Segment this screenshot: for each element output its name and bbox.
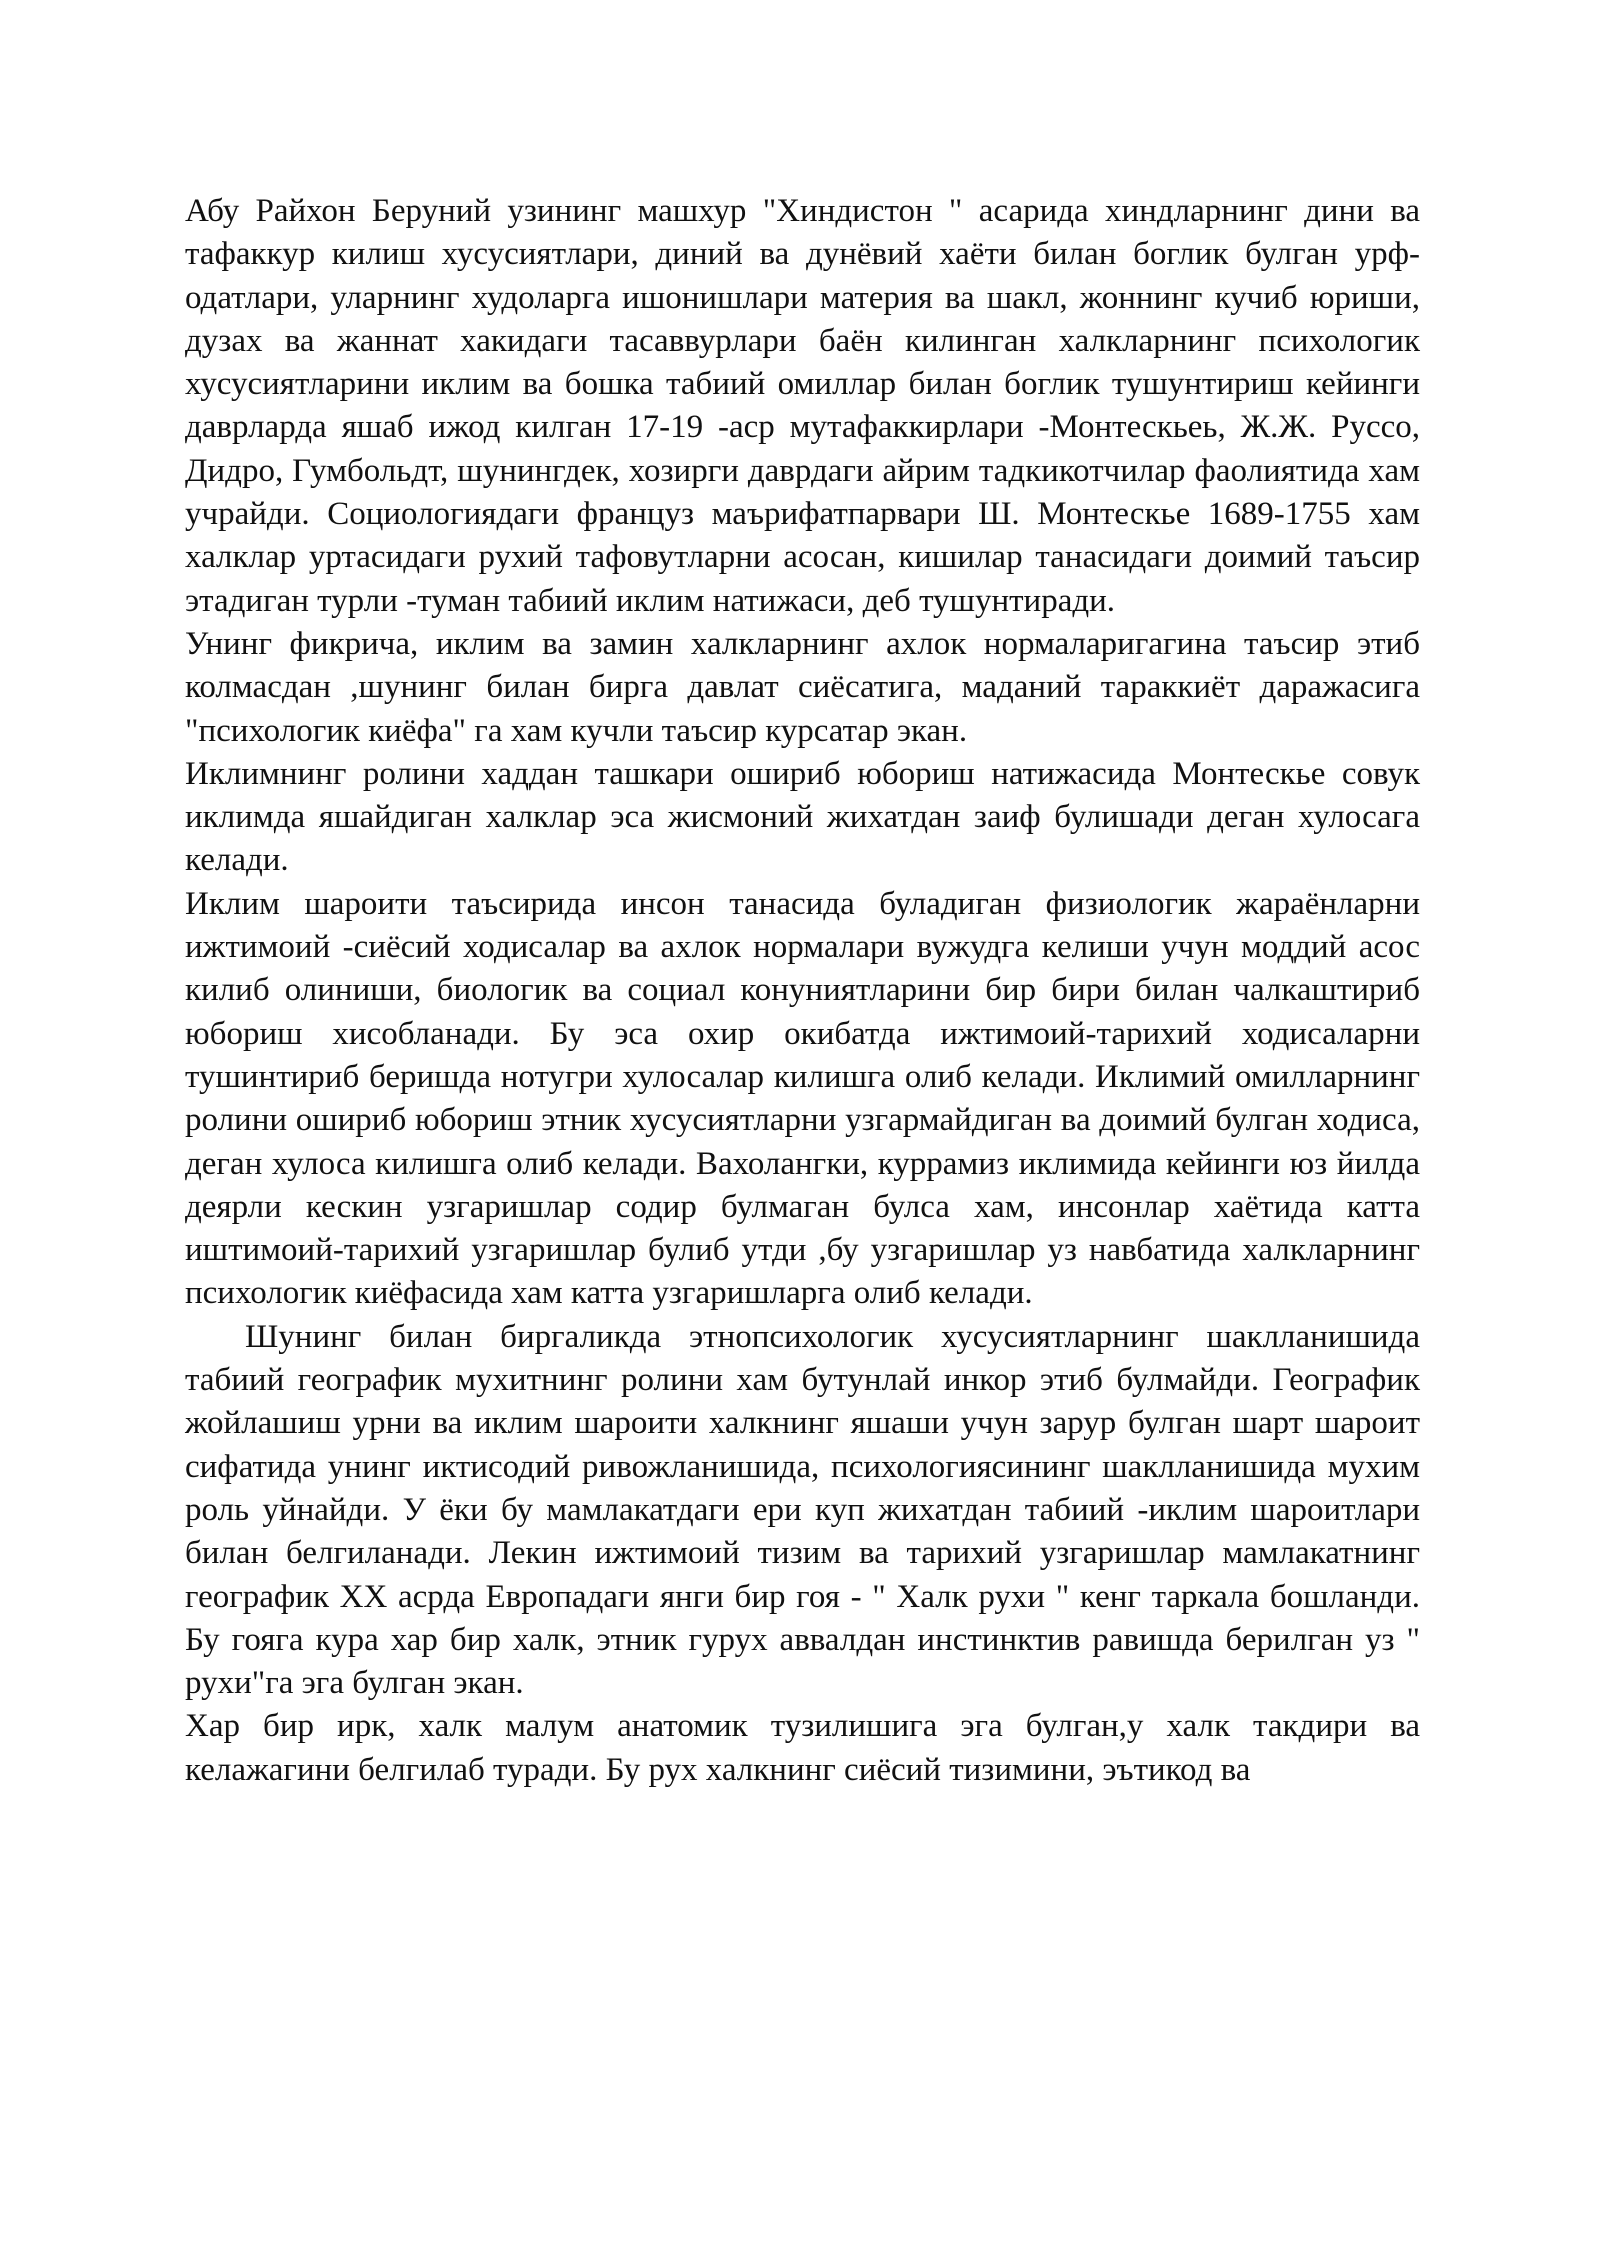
paragraph-1: Абу Райхон Беруний узининг машхур "Хиндистон " асарида хиндларнинг дини ва тафаккур килиш хусусиятлари, диний ва дунёвий хаёти билан боглик булган урф-одатлари, уларнинг худоларга ишонишлари материя ва шакл, жоннинг кучиб юриши, дузах ва жаннат хакидаги тасаввурлари баён килинган халкларнинг психологик хусусиятларини иклим ва бошка табиий омиллар билан боглик тушунтириш кейинги даврларда яшаб ижод килган 17-19 -аср мутафаккирлари -Монтескьеь, Ж.Ж. Руссо, Дидро, Гумбольдт, шунингдек, хозирги даврдаги айрим тадкикотчилар фаолиятида хам учрайди. Социологиядаги француз маърифатпарвари Ш. Монтескье 1689-1755 хам халклар уртасидаги рухий тафовутларни асосан, кишилар танасидаги доимий таъсир этадиган турли -туман табиий иклим натижаси, деб тушунтиради. xyxy=(185,193,1420,619)
document-body xyxy=(185,190,1420,1792)
paragraph-4: Иклим шароити таъсирида инсон танасида буладиган физиологик жараёнларни ижтимоий -сиёсий ходисалар ва ахлок нормалари вужудга келиши учун моддий асос килиб олиниши, биологик ва социал конуниятларини бир бири билан чалкаштириб юбориш хисобланади. Бу эса охир окибатда ижтимоий-тарихий ходисаларни тушинтириб беришда нотугри хулосалар килишга олиб келади. Иклимий омилларнинг ролини ошириб юбориш этник хусусиятларни узгармайдиган ва доимий булган ходиса, деган хулоса килишга олиб келади. Вахолангки, куррамиз иклимида кейинги юз йилда деярли кескин узгаришлар содир булмаган булса хам, инсонлар хаётида катта иштимоий-тарихий узгаришлар булиб утди ,бу узгаришлар уз навбатида халкларнинг психологик киёфасида хам катта узгаришларга олиб келади. xyxy=(185,885,1420,1312)
paragraph-2: Унинг фикрича, иклим ва замин халкларнинг ахлок нормаларигагина таъсир этиб колмасдан ,шунинг билан бирга давлат сиёсатига, маданий тараккиёт даражасига "психологик киёфа" га хам кучли таъсир курсатар экан. xyxy=(185,625,1420,749)
paragraph-3: Иклимнинг ролини хаддан ташкари ошириб юбориш натижасида Монтескье совук иклимда яшайдиган халклар эса жисмоний жихатдан заиф булишади деган хулосага келади. xyxy=(185,755,1420,879)
paragraph-6: Хар бир ирк, халк малум анатомик тузилишига эга булган,у халк такдири ва келажагини белгилаб туради. Бу рух халкнинг сиёсий тизимини, эътикод ва xyxy=(185,1708,1420,1788)
paragraph-5: Шунинг билан биргаликда этнопсихологик хусусиятларнинг шаклланишида табиий географик мухитнинг ролини хам бутунлай инкор этиб булмайди. Географик жойлашиш урни ва иклим шароити халкнинг яшаши учун зарур булган шарт шароит сифатида унинг иктисодий ривожланишида, психологиясининг шаклланишида мухим роль уйнайди. У ёки бу мамлакатдаги ери куп жихатдан табиий -иклим шароитлари билан белгиланади. Лекин ижтимоий тизим ва тарихий узгаришлар мамлакатнинг географик XX асрда Европадаги янги бир гоя - " Халк рухи " кенг таркала бошланди. Бу гояга кура хар бир халк, этник гурух аввалдан инстинктив равишда берилган уз " рухи"га эга булган экан. xyxy=(185,1318,1420,1702)
